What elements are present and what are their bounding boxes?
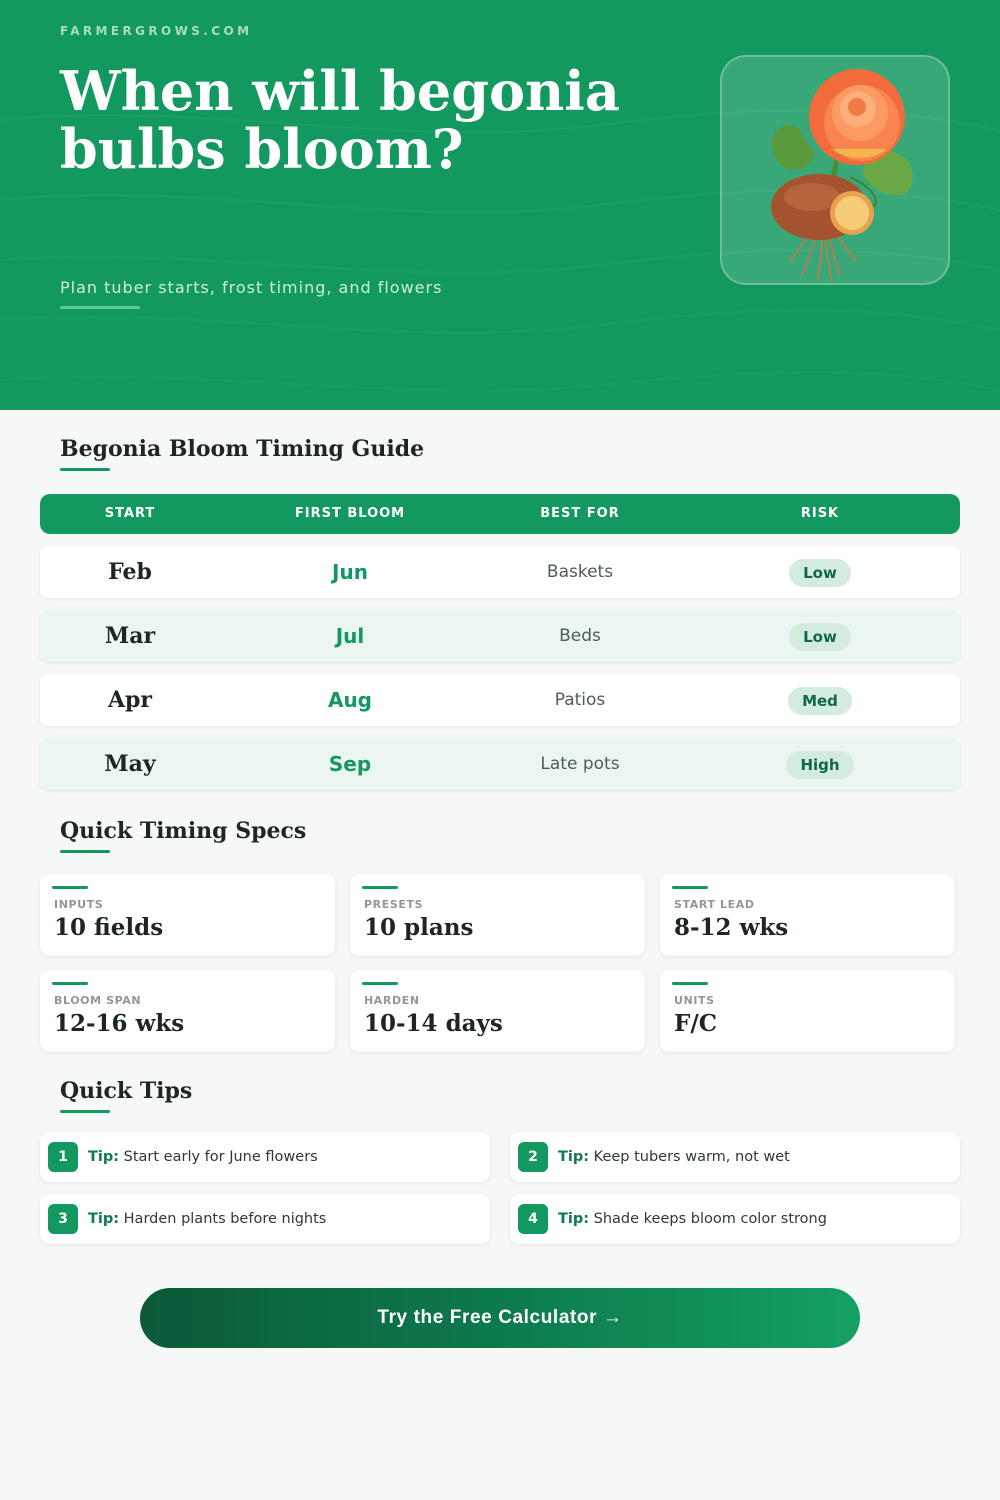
page-title: When will begonia bulbs bloom? — [60, 59, 620, 181]
spec-card-harden — [350, 970, 645, 1052]
column-header-best-for: BEST FOR — [540, 506, 620, 521]
tip-number: 1 — [48, 1142, 78, 1172]
best-for: Patios — [554, 690, 606, 710]
spec-value: 8-12 wks — [674, 914, 789, 941]
spec-label: HARDEN — [364, 994, 420, 1007]
begonia-tuber-illustration — [722, 57, 952, 287]
start-month: Feb — [108, 559, 152, 585]
tip-number: 4 — [518, 1204, 548, 1234]
risk-badge: Low — [789, 623, 851, 651]
start-month: May — [104, 751, 156, 777]
tip-card — [40, 1194, 490, 1244]
best-for: Late pots — [540, 754, 620, 774]
timing-guide-title: Begonia Bloom Timing Guide — [60, 436, 425, 462]
risk-badge: Low — [789, 559, 851, 587]
start-month: Mar — [104, 623, 156, 649]
tips-title: Quick Tips — [60, 1078, 193, 1104]
spec-value: F/C — [674, 1010, 718, 1037]
tip-lead: Tip: — [88, 1149, 120, 1165]
tip-lead: Tip: — [88, 1211, 120, 1227]
tip-lead: Tip: — [558, 1149, 590, 1165]
best-for: Beds — [559, 626, 601, 646]
spec-card-start-lead — [660, 874, 955, 956]
table-header — [40, 494, 960, 534]
spec-value: 10 plans — [364, 914, 474, 941]
timing-guide-underline — [60, 468, 110, 471]
spec-value: 10 fields — [54, 914, 164, 941]
column-header-start: START — [104, 506, 156, 521]
risk-badge: High — [786, 751, 853, 779]
tip-lead: Tip: — [558, 1211, 590, 1227]
page-subtitle: Plan tuber starts, frost timing, and flowers — [60, 278, 443, 297]
specs-underline — [60, 850, 110, 853]
first-bloom-month: Sep — [328, 752, 372, 776]
tips-underline — [60, 1110, 110, 1113]
tip-text: Start early for June flowers — [123, 1149, 318, 1165]
risk-badge: Med — [788, 687, 852, 715]
tip-card — [510, 1132, 960, 1182]
spec-label: UNITS — [674, 994, 715, 1007]
hero-image-card — [720, 55, 950, 285]
spec-value: 10-14 days — [364, 1010, 503, 1037]
subtitle-underline — [60, 306, 140, 309]
best-for: Baskets — [546, 562, 614, 582]
column-header-risk: RISK — [800, 506, 840, 521]
free-calculator-button[interactable]: Try the Free Calculator → — [140, 1288, 860, 1348]
spec-value: 12-16 wks — [54, 1010, 185, 1037]
spec-card-bloom-span — [40, 970, 335, 1052]
spec-label: PRESETS — [364, 898, 424, 911]
first-bloom-month: Jul — [335, 624, 365, 648]
first-bloom-month: Jun — [332, 560, 368, 584]
tip-text: Shade keeps bloom color strong — [593, 1211, 827, 1227]
column-header-first-bloom: FIRST BLOOM — [294, 506, 406, 521]
table-row — [40, 610, 960, 662]
tip-number: 2 — [518, 1142, 548, 1172]
tip-number: 3 — [48, 1204, 78, 1234]
spec-label: BLOOM SPAN — [54, 994, 142, 1007]
table-row — [40, 546, 960, 598]
tip-card — [510, 1194, 960, 1244]
spec-label: INPUTS — [54, 898, 104, 911]
site-name: FARMERGROWS.COM — [60, 24, 253, 38]
spec-label: START LEAD — [674, 898, 755, 911]
spec-card-inputs — [40, 874, 335, 956]
table-row — [40, 674, 960, 726]
tip-card — [40, 1132, 490, 1182]
table-row — [40, 738, 960, 790]
spec-card-units — [660, 970, 955, 1052]
start-month: Apr — [107, 687, 153, 713]
specs-title: Quick Timing Specs — [60, 818, 307, 844]
first-bloom-month: Aug — [327, 688, 373, 712]
tip-text: Harden plants before nights — [123, 1211, 327, 1227]
spec-card-presets — [350, 874, 645, 956]
hero-banner — [0, 0, 1000, 410]
tip-text: Keep tubers warm, not wet — [593, 1149, 790, 1165]
